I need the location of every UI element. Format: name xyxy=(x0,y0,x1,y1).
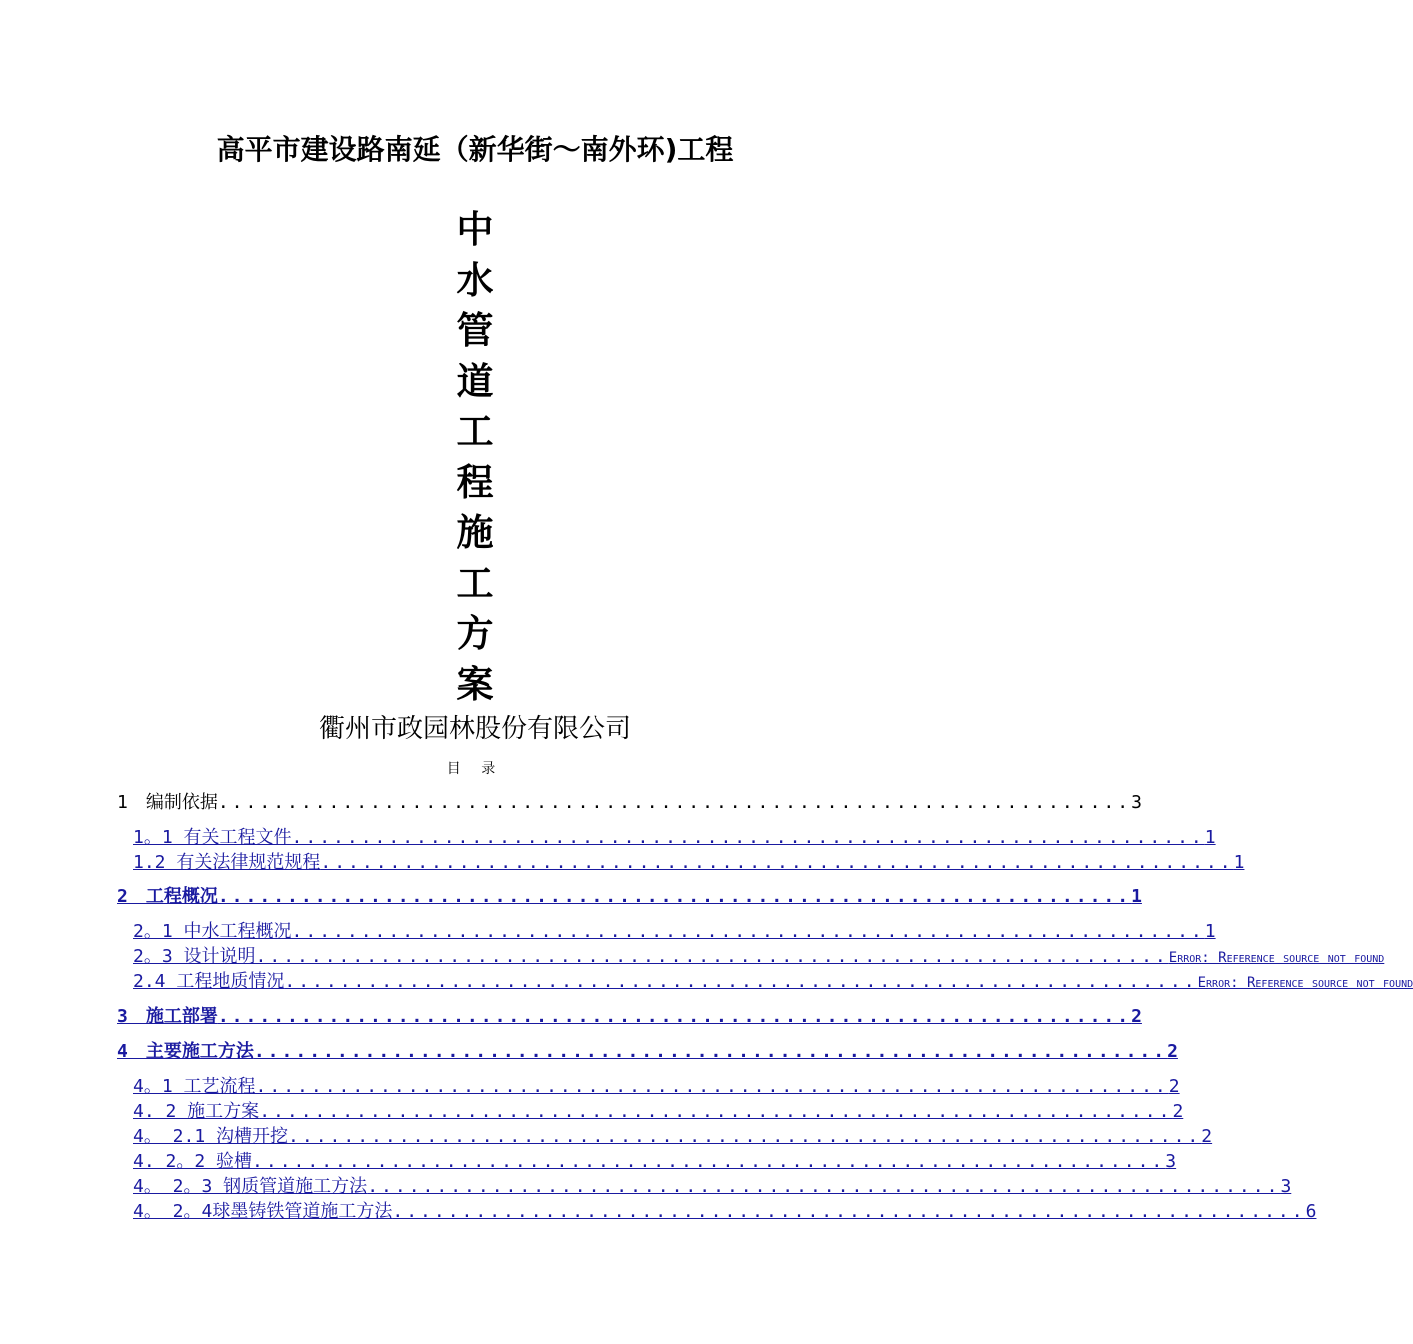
dot-leader: .................................................................. xyxy=(291,827,1205,848)
toc-page-number: 2 xyxy=(1167,1041,1178,1062)
toc-entry[interactable] xyxy=(133,1122,1213,1148)
toc-page-number: 1 xyxy=(1131,886,1142,907)
title-char: 案 xyxy=(456,662,494,706)
toc-entry[interactable] xyxy=(117,1002,1142,1028)
toc-page-number: 6 xyxy=(1305,1201,1317,1222)
title-char: 中 xyxy=(456,208,494,251)
toc-entry[interactable] xyxy=(117,882,1142,908)
toc-entry-label: 4。 2.1 沟槽开挖 xyxy=(133,1126,289,1147)
toc-page-number: 2 xyxy=(1201,1126,1213,1147)
toc-entry-label: 4。 2。4球墨铸铁管道施工方法 xyxy=(133,1201,393,1222)
toc-page-error: Error: Reference source not found xyxy=(1168,950,1385,966)
toc-entry-label: 2。3 设计说明 xyxy=(133,946,256,967)
company-name: 衢州市政园林股份有限公司 xyxy=(318,714,631,744)
toc-entry-label: 4. 2 施工方案 xyxy=(133,1101,260,1122)
toc-entry[interactable] xyxy=(133,1172,1292,1198)
toc-page-number: 2 xyxy=(1168,1076,1180,1097)
toc-page-number: 3 xyxy=(1165,1151,1177,1172)
toc-entry[interactable] xyxy=(133,942,1385,968)
toc-entry[interactable] xyxy=(133,1072,1180,1098)
toc-entry-label: 2 工程概况 xyxy=(117,886,218,907)
toc-page-number: 2 xyxy=(1131,1006,1142,1027)
title-char: 工 xyxy=(456,410,494,453)
toc-entry-label: 1.2 有关法律规范规程 xyxy=(133,852,321,873)
toc-entry-label: 2.4 工程地质情况 xyxy=(133,971,285,992)
dot-leader: .................................................................. xyxy=(252,1151,1166,1172)
toc-entry[interactable] xyxy=(133,1097,1184,1123)
title-char: 水 xyxy=(456,258,494,302)
toc-entry-label: 3 施工部署 xyxy=(117,1006,218,1027)
toc-entry-label: 4 主要施工方法 xyxy=(117,1041,254,1062)
title-char: 方 xyxy=(456,612,494,655)
toc-entry[interactable] xyxy=(133,967,1413,993)
title-char: 程 xyxy=(456,460,494,504)
toc-page-error: Error: Reference source not found xyxy=(1197,975,1413,991)
toc-entry-label: 4。1 工艺流程 xyxy=(133,1076,256,1097)
dot-leader: .................................................................. xyxy=(320,852,1234,873)
toc-entry[interactable] xyxy=(117,1037,1178,1063)
dot-leader: .................................................................. xyxy=(291,921,1205,942)
toc-page-number: 1 xyxy=(1233,852,1245,873)
toc-entry-label: 4。 2。3 钢质管道施工方法 xyxy=(133,1176,368,1197)
dot-leader: .................................................................. xyxy=(367,1176,1281,1197)
toc-page-number: 1 xyxy=(1204,827,1216,848)
dot-leader: .................................................................. xyxy=(288,1126,1202,1147)
dot-leader: .................................................................. xyxy=(217,792,1132,813)
toc-page-number: 3 xyxy=(1280,1176,1292,1197)
dot-leader: .................................................................. xyxy=(253,1041,1168,1062)
toc-entry-label: 1。1 有关工程文件 xyxy=(133,827,292,848)
dot-leader: .................................................................. xyxy=(255,1076,1169,1097)
toc-entry[interactable] xyxy=(133,848,1245,874)
toc-entry-label: 4. 2。2 验槽 xyxy=(133,1151,253,1172)
toc-entry[interactable] xyxy=(133,1197,1317,1223)
toc-entry[interactable] xyxy=(133,917,1216,943)
toc-entry-label: 2。1 中水工程概况 xyxy=(133,921,292,942)
toc-page-number: 1 xyxy=(1204,921,1216,942)
dot-leader: .................................................................. xyxy=(392,1201,1306,1222)
title-char: 管 xyxy=(456,309,494,352)
dot-leader: .................................................................. xyxy=(259,1101,1173,1122)
toc-entry[interactable] xyxy=(133,1147,1177,1173)
title-char: 工 xyxy=(456,561,494,605)
toc-entry-label: 1 编制依据 xyxy=(117,792,218,813)
toc-entry[interactable] xyxy=(133,823,1216,849)
title-char: 施 xyxy=(456,511,494,554)
dot-leader: .................................................................. xyxy=(255,946,1169,967)
toc-page-number: 3 xyxy=(1131,792,1142,813)
dot-leader: .................................................................. xyxy=(284,971,1198,992)
title-char: 道 xyxy=(456,359,494,403)
toc-heading: 目 录 xyxy=(446,761,504,777)
project-title: 高平市建设路南延（新华街～南外环)工程 xyxy=(216,133,734,166)
dot-leader: .................................................................. xyxy=(217,886,1132,907)
dot-leader: .................................................................. xyxy=(217,1006,1132,1027)
toc-page-number: 2 xyxy=(1172,1101,1184,1122)
toc-entry[interactable] xyxy=(117,788,1142,814)
vertical-doc-title xyxy=(445,205,505,710)
